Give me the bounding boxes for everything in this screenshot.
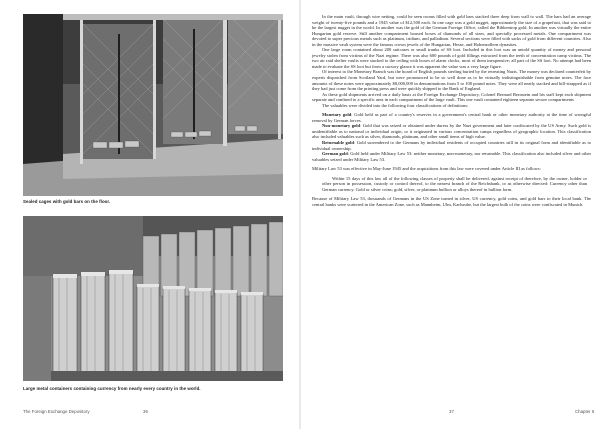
vault-cages-photo — [23, 14, 283, 196]
page-number-left: 36 — [143, 409, 148, 414]
page-number-right: 37 — [449, 409, 454, 414]
definition-german-gold — [312, 151, 591, 162]
definition-text: : Gold held as part of a country's reserves in a government's central bank or other monetary authority at the time of wrongful removal by German forces. — [312, 112, 592, 123]
definition-non-monetary-gold — [312, 123, 591, 140]
definition-monetary-gold — [312, 112, 591, 123]
definition-term: Monetary gold — [322, 112, 352, 118]
paragraph: Of interest to the Monetary Branch was the hoard of English pounds sterling buried by the retreating Nazis. The money was declared counterfeit by experts dispatched from Scotland Yard, but were pronounced to be so well done as to be virtually indistinguishable from genuine notes. The face amounts of these notes were approximately $8,000,000 in denominations from 5 to 100 pound notes. They were all neatly stacked and bill-strapped as if they had just come from the printing press and were quickly shipped to the Bank of England. — [312, 69, 591, 92]
right-page — [300, 0, 600, 429]
definition-term: German gold — [322, 151, 348, 157]
photo-caption-top: Sealed cages with gold bars on the floor. — [23, 199, 111, 204]
definition-text: : Gold surrendered to the Germans by individual residents of occupied countries still in its original form and identifiable as to individual ownership. — [312, 140, 591, 151]
definition-term: Returnable gold — [322, 140, 354, 146]
running-footer-title: The Foreign Exchange Depository — [23, 409, 90, 414]
closing-paragraph: Because of Military Law 53, thousands of Germans in the US Zone turned in silver, US currency, gold coins, and gold bars to their local bank. The central banks were scattered in the American Zone, such as Mannheim, Ulm, Karlsruhe, but the largest bulk of the coins were confiscated in Munich. — [312, 196, 591, 207]
paragraph: The valuables were divided into the following four classifications of definitions: — [322, 102, 469, 108]
paragraph: One large room contained about 200 suitcases or small trunks of SS loot. Included in this loot was an untold quantity of money and personal jewelry stolen from victims of the Nazi regime. There was also 600 pounds of gold fillings extracted from the teeth of concentration camp victims. The two air raid shelter vaults were stacked to the ceiling with boxes of alarm clocks, most of them inexpensive; all part of the SS loot. No attempt had been made to evaluate the SS loot but from a cursory glance it was apparent the value was a very large figure. — [312, 47, 591, 69]
definition-text: : Gold that was seized or obtained under duress by the Nazi government and later confiscated by the US Army. Such gold is unidentifiable as to national or individual origin, or it originated in various concentration camps regardless of geographic location. This classification also included valuables such as silver, diamonds, platinum, and other small items of high value. — [312, 123, 591, 140]
photo-caption-bottom: Large metal containers containing currency from nearly every country in the world. — [23, 386, 201, 391]
law-paragraph: Military Law 53 was effective in May-June 1945 and the acquisitions from this law were covered under Article III as follows: — [312, 166, 541, 172]
paragraph: As these gold shipments arrived on a daily basis at the Foreign Exchange Depository, Colonel Bernard Bernstein and his staff kept each shipment separate and confined to a specific area in each compartment of the large vault. This one vault contained eighteen separate secure compartments — [312, 91, 591, 103]
definition-text: : Gold held under Military Law 53: neither monetary, non-monetary, nor returnable. This classification also included silver and other valuables seized under Military Law 53. — [312, 151, 591, 162]
definition-term: Non-monetary gold — [322, 123, 361, 129]
paragraph: In the main vault, through wire netting, could be seen rooms filled with gold bars stacked three deep from wall to wall. The bars had an average weight of twenty-five pounds and a 1945 value of $12,500 each. In one cage was a gold nugget, approximately the size of a grapefruit, that was said to be the largest nugget in the world. In another was the gold of the German Foreign Office, called the Ribbentrop gold. In another was virtually the entire Hungarian gold reserve. Still another compartment housed boxes of diamonds of all sizes, and specially processed metals. One compartment was devoted to super precious metals such as platinum, iridium, and palladium. Several sections were filled with sacks of gold from different countries. Also in the massive vault system were the famous crown jewels of the Hungarian, Hesse, and Hohenzollern dynasties. — [312, 14, 591, 47]
definition-returnable-gold — [312, 140, 591, 151]
running-footer-chapter: Chapter 6 — [575, 409, 595, 414]
currency-containers-photo — [23, 216, 283, 381]
body-text — [312, 14, 591, 208]
law-quote: Within 15 days of this law all of the following classes of property shall be delivered, against receipt of therefore, by the owner, holder or other person in possession, custody or control thereof, to the nearest branch of the Reichsbank, or as otherwise directed: Currency other than German currency. Gold or silver coins; gold, silver, or platinum bullion or alloys thereof in bullion form. — [322, 175, 587, 192]
